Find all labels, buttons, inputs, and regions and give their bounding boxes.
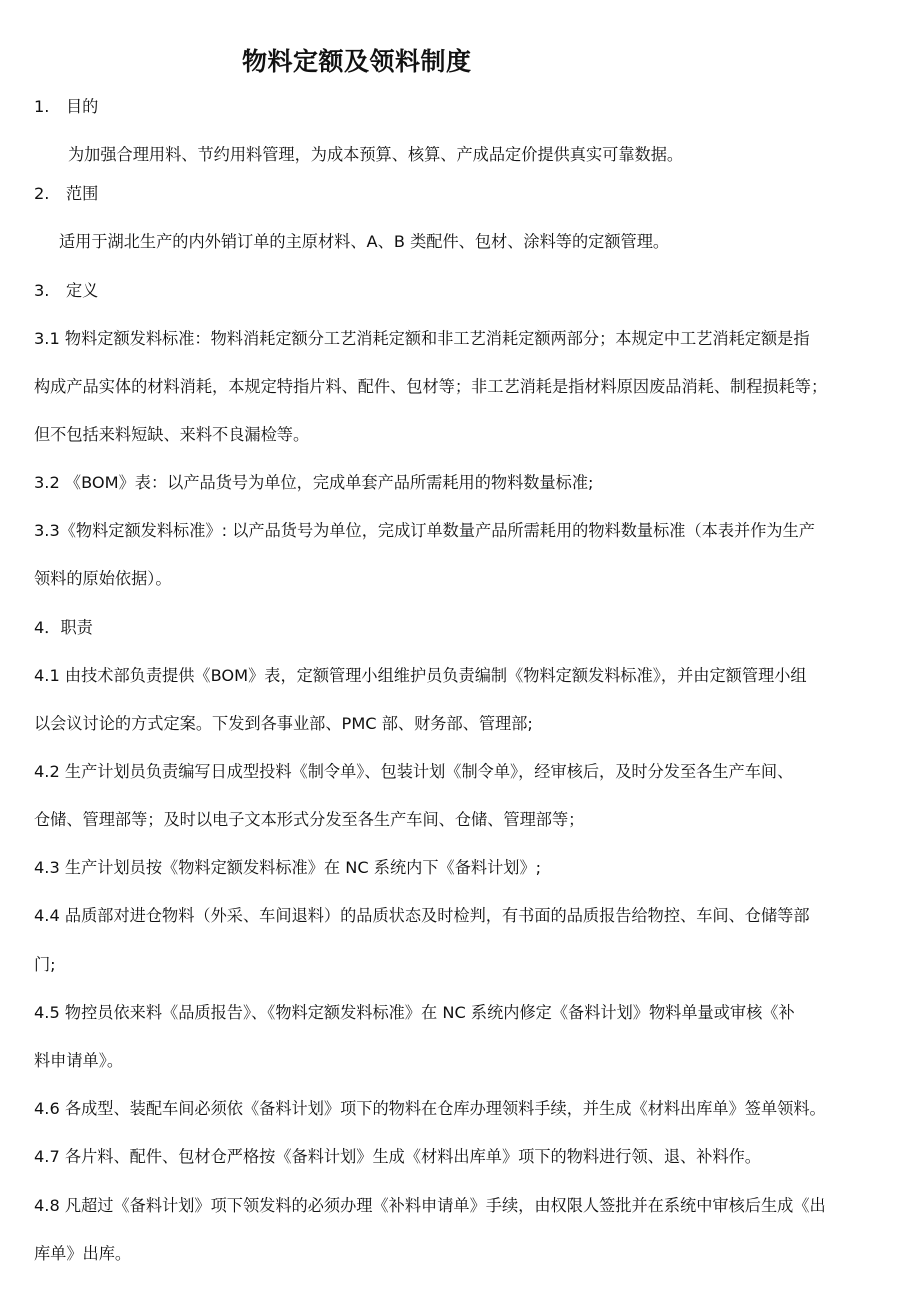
para-4-8-line-1: 4.8 凡超过《备料计划》项下领发料的必须办理《补料申请单》手续，由权限人签批并在系统中审核后生成《出 (34, 1196, 826, 1215)
section-1-text: 为加强合理用料、节约用料管理，为成本预算、核算、产成品定价提供真实可靠数据。 (68, 145, 684, 164)
section-3-title: 定义 (66, 281, 99, 300)
para-3-2: 3.2 《BOM》表：以产品货号为单位，完成单套产品所需耗用的物料数量标准; (34, 473, 594, 492)
para-3-1-line-3: 但不包括来料短缺、来料不良漏检等。 (34, 425, 310, 444)
para-3-1-line-2: 构成产品实体的材料消耗，本规定特指片料、配件、包材等；非工艺消耗是指材料原因废品消耗、制程损耗等； (34, 377, 828, 396)
section-1-title: 目的 (66, 97, 99, 116)
section-4-heading: 4．职责 (34, 618, 93, 637)
document-title: 物料定额及领料制度 (242, 47, 472, 76)
para-3-1-line-1: 3.1 物料定额发料标准：物料消耗定额分工艺消耗定额和非工艺消耗定额两部分；本规定中工艺消耗定额是指 (34, 329, 810, 348)
para-4-4-line-2: 门; (34, 955, 56, 974)
para-4-2-line-2: 仓储、管理部等；及时以电子文本形式分发至各生产车间、仓储、管理部等； (34, 810, 585, 829)
section-3-number: 3. (34, 281, 50, 300)
section-2-heading (34, 183, 98, 205)
para-3-3-line-1: 3.3《物料定额发料标准》: 以产品货号为单位，完成订单数量产品所需耗用的物料数量标准（本表并作为生产 (34, 521, 815, 540)
para-4-2-line-1: 4.2 生产计划员负责编写日成型投料《制令单》、包装计划《制令单》，经审核后，及时分发至各生产车间、 (34, 762, 794, 781)
section-2-title: 范围 (66, 184, 99, 203)
para-4-7: 4.7 各片料、配件、包材仓严格按《备料计划》生成《材料出库单》项下的物料进行领、退、补料作。 (34, 1147, 761, 1166)
para-4-5-line-1: 4.5 物控员依来料《品质报告》、《物料定额发料标准》在 NC 系统内修定《备料计划》物料单量或审核《补 (34, 1003, 795, 1022)
section-3-heading (34, 280, 98, 302)
para-4-1-line-2: 以会议讨论的方式定案。下发到各事业部、PMC 部、财务部、管理部; (34, 714, 533, 733)
para-4-8-line-2: 库单》出库。 (34, 1244, 132, 1263)
section-1-number: 1. (34, 97, 50, 116)
para-4-3: 4.3 生产计划员按《物料定额发料标准》在 NC 系统内下《备料计划》; (34, 858, 542, 877)
para-4-1-line-1: 4.1 由技术部负责提供《BOM》表，定额管理小组维护员负责编制《物料定额发料标准》，并由定额管理小组 (34, 666, 807, 685)
para-4-6: 4.6 各成型、装配车间必须依《备料计划》项下的物料在仓库办理领料手续，并生成《材料出库单》签单领料。 (34, 1099, 826, 1118)
para-4-5-line-2: 料申请单》。 (34, 1051, 124, 1070)
section-2-number: 2. (34, 184, 50, 203)
para-4-4-line-1: 4.4 品质部对进仓物料（外采、车间退料）的品质状态及时检判，有书面的品质报告给物控、车间、仓储等部 (34, 906, 810, 925)
section-2-text: 适用于湖北生产的内外销订单的主原材料、A、B 类配件、包材、涂料等的定额管理。 (59, 232, 670, 251)
section-1-heading (34, 96, 98, 118)
para-3-3-line-2: 领料的原始依据）。 (34, 569, 172, 588)
